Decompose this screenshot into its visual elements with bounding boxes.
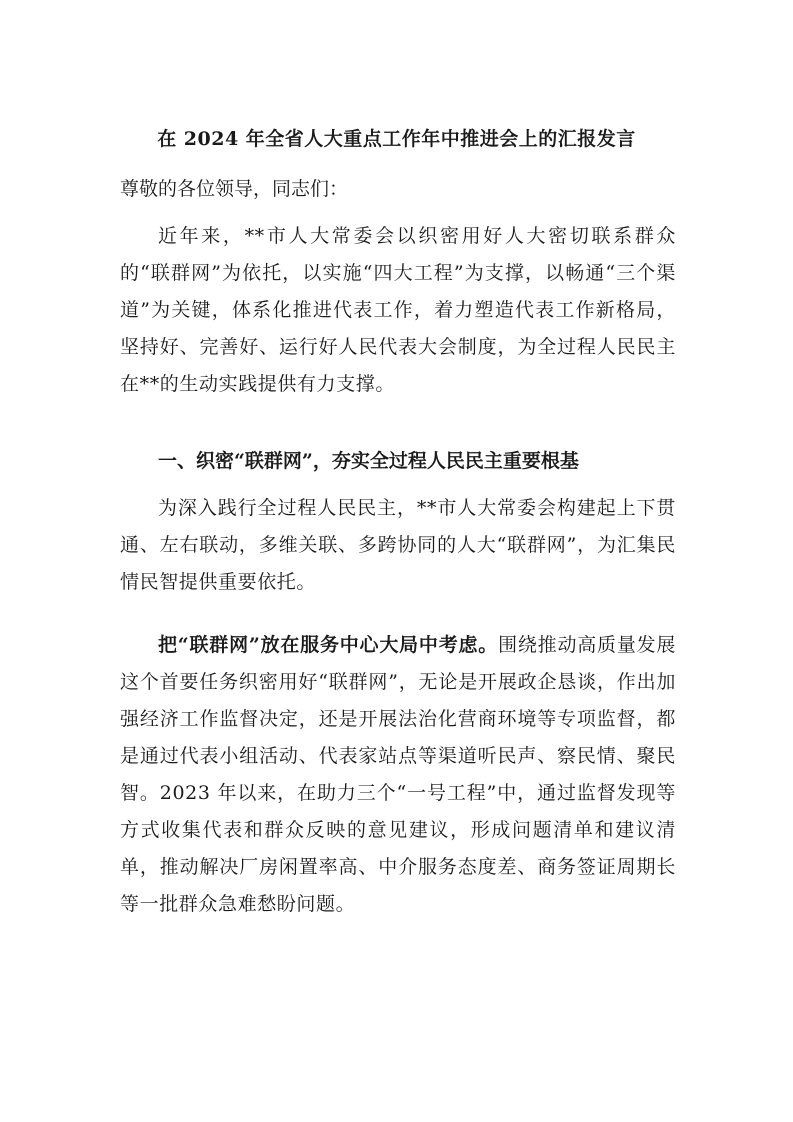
intro-paragraph: 近年来，**市人大常委会以织密用好人大密切联系群众的“联群网”为依托，以实施“四大工程”为支撑，以畅通“三个渠道”为关键，体系化推进代表工作，着力塑造代表工作新格局，坚持好、完善好、运行好人民代表大会制度，为全过程人民民主在**的生动实践提供有力支撑。	[120, 225, 676, 395]
section-1-sub-paragraph	[120, 627, 676, 923]
sub-paragraph-body: 围绕推动高质量发展这个首要任务织密用好“联群网”，无论是开展政企恳谈，作出加强经济工作监督决定，还是开展法治化营商环境等专项监督，都是通过代表小组活动、代表家站点等渠道听民声、察民情、聚民智。2023 年以来，在助力三个“一号工程”中，通过监督发现等方式收集代表和群众反映的意见建议，形成问题清单和建议清单，推动解决厂房闲置率高、中介服务态度差、商务签证周期长等一批群众急难愁盼问题。	[120, 634, 676, 915]
section-1-paragraph: 为深入践行全过程人民民主，**市人大常委会构建起上下贯通、左右联动，多维关联、多跨协同的人大“联群网”，为汇集民情民智提供重要依托。	[120, 497, 676, 593]
document-title: 在 2024 年全省人大重点工作年中推进会上的汇报发言	[157, 128, 636, 150]
section-1-heading: 一、织密“联群网”，夯实全过程人民民主重要根基	[158, 450, 579, 472]
salutation: 尊敬的各位领导，同志们：	[120, 178, 349, 200]
sub-paragraph-lead: 把“联群网”放在服务中心大局中考虑。	[158, 634, 499, 656]
